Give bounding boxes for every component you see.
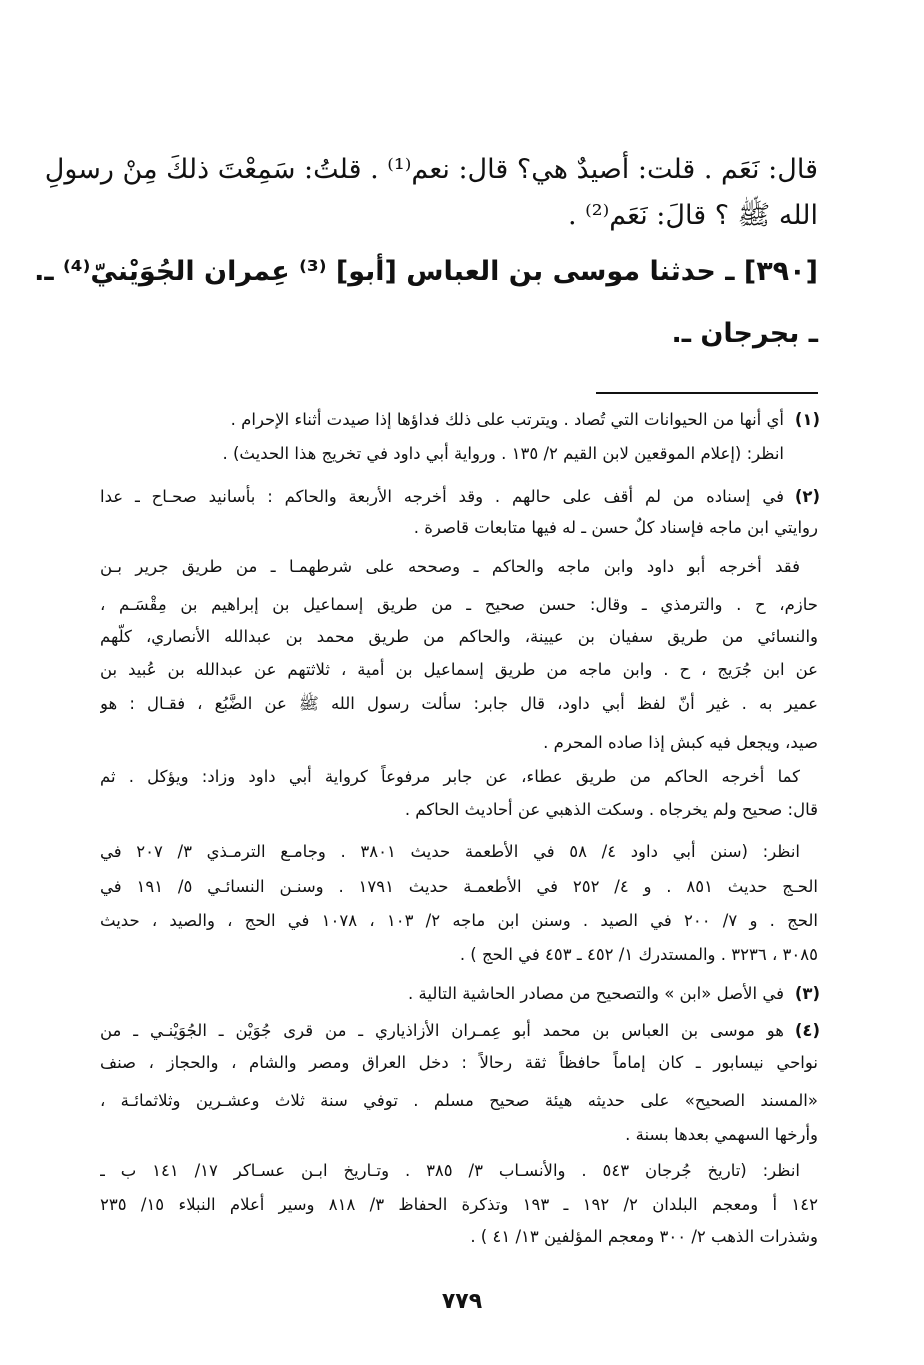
footnote-2-line: روايتي ابن ماجه فإسناد كلٌ حسن ـ له فيها متابعات قاصرة . xyxy=(413,518,818,537)
footnote-separator xyxy=(596,392,818,394)
footnote-3-line: في الأصل «ابن » والتصحيح من مصادر الحاشية التالية . xyxy=(408,984,784,1003)
footnote-2-line: صيد، ويجعل فيه كبش إذا صاده المحرم . xyxy=(543,733,818,752)
footnote-1-line: أي أنها من الحيوانات التي تُصاد . ويترتب على ذلك فداؤها إذا صيدت أثناء الإحرام . xyxy=(230,410,784,429)
footnote-4-line: وشذرات الذهب ٢/ ٣٠٠ ومعجم المؤلفين ١٣/ ٤١ ) . xyxy=(470,1227,818,1246)
hadith-heading: [٣٩٠] ـ حدثنا موسى بن العباس [أبو] ⁽³⁾ عِمران الجُوَيْنيّ⁽⁴⁾ ـ. xyxy=(34,256,818,287)
main-text-line-1: قال: نَعَم . قلت: أصيدٌ هي؟ قال: نعم⁽¹⁾ . قلتُ: سَمِعْتَ ذلكَ مِنْ رسولِ xyxy=(44,154,818,185)
footnote-number: (٢) xyxy=(794,487,820,506)
footnote-4-line: هو موسى بن العباس بن محمد أبو عِمـران الأزاذياري ـ من قرى جُوَيْن ـ الجُوَيْنـي ـ من xyxy=(100,1021,784,1040)
footnote-2-line: الحـج حديث ٨٥١ . و ٤/ ٢٥٢ في الأطعمـة حديث ١٧٩١ . وسنـن النسائـي ٥/ ١٩١ في xyxy=(100,877,818,896)
footnote-2-line: فقد أخرجه أبو داود وابن ماجه والحاكم ـ وصححه على شرطهمـا ـ من طريق جرير بـن xyxy=(100,557,800,576)
footnote-2-line: عن ابن جُرَيج ، ح . وابن ماجه من طريق إسماعيل بن أمية ، ثلاثتهم عن عبدالله بن عُبيد بن xyxy=(100,660,818,679)
footnote-1-line: انظر: (إعلام الموقعين لابن القيم ٢/ ١٣٥ . ورواية أبي داود في تخريج هذا الحديث) . xyxy=(222,444,784,463)
footnote-2-line: حازم، ح . والترمذي ـ وقال: حسن صحيح ـ من طريق إسماعيل بن إبراهيم بن مِقْسَـم ، xyxy=(100,595,818,614)
page-number: ٧٧٩ xyxy=(441,1289,483,1314)
hadith-subline: ـ بجرجان ـ. xyxy=(671,318,818,349)
main-text-line-2: الله ﷺ ؟ قالَ: نَعَم⁽²⁾ . xyxy=(567,200,818,231)
footnote-number: (٤) xyxy=(794,1021,820,1040)
footnote-number: (٣) xyxy=(794,984,820,1003)
footnote-4-line: نواحي نيسابور ـ كان إماماً حافظاً ثقة رحالاً : دخل العراق ومصر والشام ، والحجاز ، صنف xyxy=(100,1053,818,1072)
footnote-2-line: ٣٠٨٥ ، ٣٢٣٦ . والمستدرك ١/ ٤٥٢ ـ ٤٥٣ في الحج ) . xyxy=(459,945,818,964)
footnote-2-line: في إسناده من لم أقف على حالهم . وقد أخرجه الأربعة والحاكم : بأسانيد صحـاح ـ عدا xyxy=(100,487,784,506)
footnote-2-line: انظر: (سنن أبي داود ٤/ ٥٨ في الأطعمة حديث ٣٨٠١ . وجامـع الترمـذي ٣/ ٢٠٧ في xyxy=(100,842,800,861)
footnote-2-line: كما أخرجه الحاكم من طريق عطاء، عن جابر مرفوعاً كرواية أبي داود وزاد: ويؤكل . ثم xyxy=(100,767,800,786)
footnote-4-line: وأرخها السهمي بعدها بسنة . xyxy=(625,1125,818,1144)
footnote-2-line: قال: صحيح ولم يخرجاه . وسكت الذهبي عن أحاديث الحاكم . xyxy=(404,800,818,819)
footnote-4-line: انظر: (تاريخ جُرجان ٥٤٣ . والأنسـاب ٣/ ٣٨٥ . وتـاريخ ابـن عسـاكر ١٧/ ١٤١ ب ـ xyxy=(100,1161,800,1180)
footnote-number: (١) xyxy=(794,410,820,429)
footnote-2-line: الحج . و ٧/ ٢٠٠ في الصيد . وسنن ابن ماجه ٢/ ١٠٣ ، ١٠٧٨ في الحج ، والصيد ، حديث xyxy=(100,911,818,930)
footnote-4-line: «المسند الصحيح» على حديثه هيئة صحيح مسلم . توفي سنة ثلاث وعشـرين وثلاثمائـة ، xyxy=(100,1091,818,1110)
footnote-4-line: ١٤٢ أ ومعجم البلدان ٢/ ١٩٢ ـ ١٩٣ وتذكرة الحفاظ ٣/ ٨١٨ وسير أعلام النبلاء ١٥/ ٢٣٥ xyxy=(100,1195,818,1214)
footnote-2-line: والنسائي من طريق سفيان بن عيينة، والحاكم من طريق محمد بن عبدالله الأنصاري، كلّهم xyxy=(100,627,818,646)
footnote-2-line: عمير به . غير أنّ لفظ أبي داود، قال جابر: سألت رسول الله ﷺ عن الضَّبُع ، فقـال : هو xyxy=(100,694,818,713)
